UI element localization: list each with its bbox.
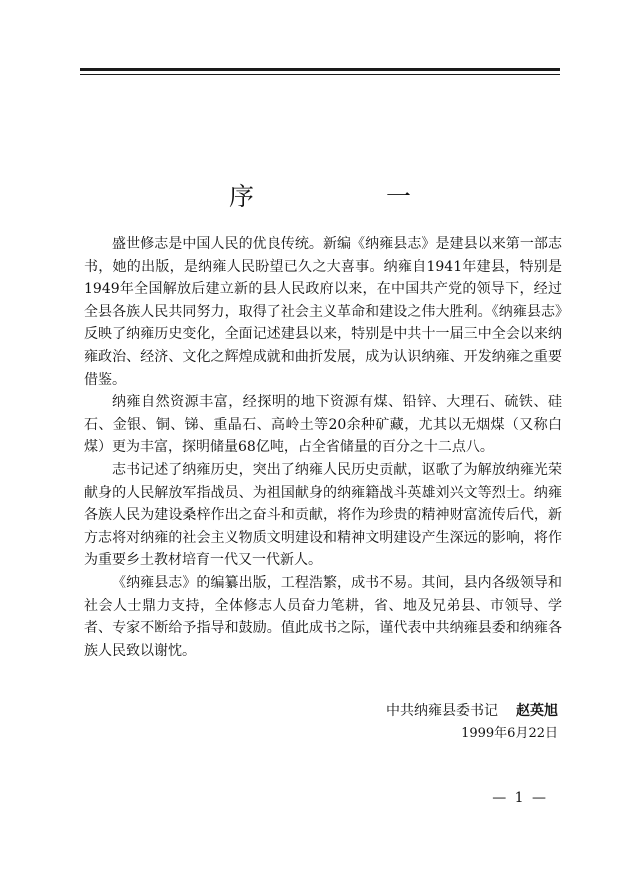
paragraph: 志书记述了纳雍历史，突出了纳雍人民历史贡献，讴歌了为解放纳雍光荣献身的人民解放军指战员、为祖国献身的纳雍籍战斗英雄刘兴文等烈士。纳雍各族人民为建设桑梓作出之奋斗和贡献，将作为珍贵的精神财富流传后代，新方志将对纳雍的社会主义物质文明建设和精神文明建设产生深远的影响，将作为重要乡土教材培育一代又一代新人。 [84,461,562,569]
header-rule-thick [80,68,560,71]
paragraph: 《纳雍县志》的编纂出版，工程浩繁，成书不易。其间，县内各级领导和社会人士鼎力支持，全体修志人员奋力笔耕，省、地及兄弟县、市领导、学者、专家不断给予指导和鼓励。值此成书之际，谨代表中共纳雍县委和纳雍各族人民致以谢忱。 [84,574,562,659]
paragraph: 盛世修志是中国人民的优良传统。新编《纳雍县志》是建县以来第一部志书，她的出版，是纳雍人民盼望已久之大喜事。纳雍自1941年建县，特别是1949年全国解放后建立新的县人民政府以来，在中国共产党的领导下，经过全县各族人民共同努力，取得了社会主义革命和建设之伟大胜利。《纳雍县志》反映了纳雍历史变化，全面记述建县以来，特别是中共十一届三中全会以来纳雍政治、经济、文化之辉煌成就和曲折发展，成为认识纳雍、开发纳雍之重要借鉴。 [84,236,562,388]
paragraph: 纳雍自然资源丰富，经探明的地下资源有煤、铅锌、大理石、硫铁、硅石、金银、铜、锑、重晶石、高岭土等20余种矿藏，尤其以无烟煤（又称白煤）更为丰富，探明储量68亿吨，占全省储量的百分之十二点八。 [84,394,562,456]
signature-date: 1999年6月22日 [461,726,558,741]
preface-body [84,233,562,662]
signature [386,700,558,722]
signature-position: 中共纳雍县委书记 [386,703,498,719]
page-number: — 1 — [492,790,548,806]
page-title: 序 一 [229,181,473,211]
header-rule-thin [80,74,560,75]
signature-name: 赵英旭 [516,703,558,719]
